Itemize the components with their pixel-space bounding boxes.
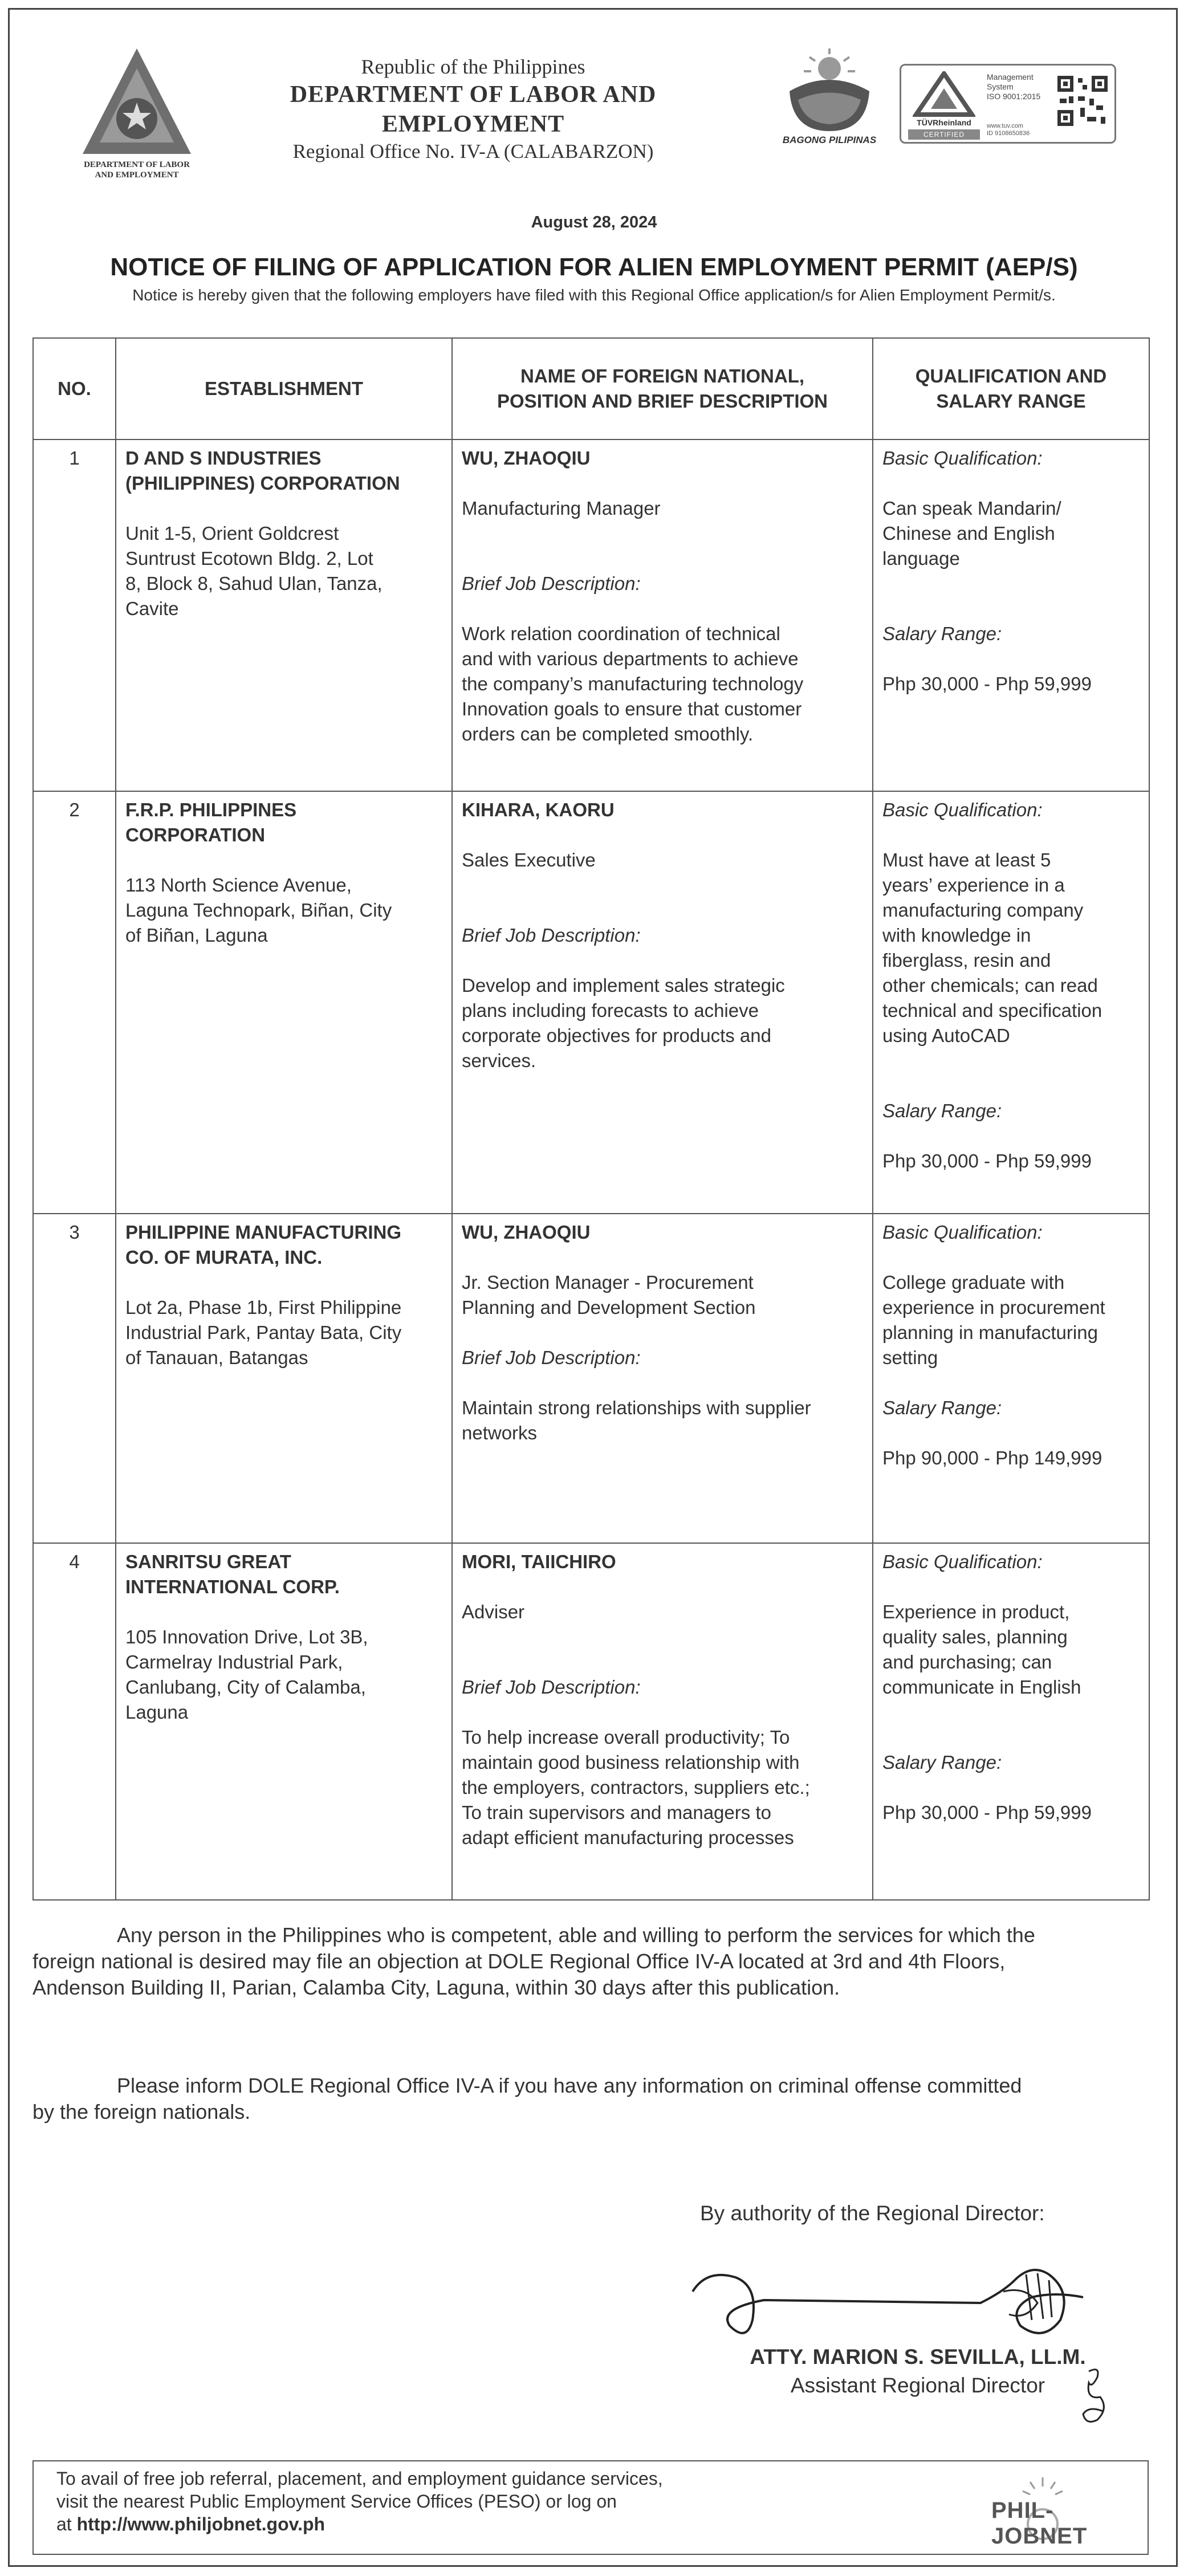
tuv-triangle-icon <box>913 71 975 117</box>
qualification-cell: Basic Qualification: Must have at least 5 years’ experience in a manufacturing company with knowledge in fiberglass, resin and other chemicals; can read technical and specification using AutoCAD Salary Range: Php 30,000 - Php 59,999 <box>873 791 1149 1214</box>
signatory-name: ATTY. MARION S. SEVILLA, LL.M. <box>750 2345 1086 2369</box>
notice-date: August 28, 2024 <box>531 213 657 231</box>
philjobnet-link[interactable]: http://www.philjobnet.gov.ph <box>76 2514 326 2534</box>
row-number: 1 <box>33 439 116 791</box>
table-row <box>33 1543 1149 1900</box>
republic-line: Republic of the Philippines <box>361 55 585 78</box>
regional-office: Regional Office No. IV-A (CALABARZON) <box>292 140 654 162</box>
establishment-cell: D AND S INDUSTRIES (PHILIPPINES) CORPORATION Unit 1-5, Orient Goldcrest Suntrust Ecotown Bldg. 2, Lot 8, Block 8, Sahud Ulan, Tanza, Cavite <box>116 439 452 791</box>
table-row <box>33 439 1149 791</box>
signatory-position: Assistant Regional Director <box>790 2374 1045 2397</box>
row-number: 3 <box>33 1214 116 1543</box>
footer-box: To avail of free job referral, placement, and employment guidance services, visit the nearest Public Employment Service Offices (PESO) or log on at http://www.philjobnet.gov.ph PHIL-JOBNET <box>32 2460 1149 2555</box>
dole-logo <box>80 46 194 177</box>
tuv-certification-badge: TÜVRheinland CERTIFIED Management System ISO 9001:2015 www.tuv.com ID 9108650836 <box>900 64 1116 144</box>
letterhead <box>205 54 741 164</box>
establishment-cell: F.R.P. PHILIPPINES CORPORATION 113 North Science Avenue, Laguna Technopark, Biñan, City of Biñan, Laguna <box>116 791 452 1214</box>
qualification-cell: Basic Qualification: College graduate with experience in procurement planning in manufacturing setting Salary Range: Php 90,000 - Php 149,999 <box>873 1214 1149 1543</box>
qualification-cell: Basic Qualification: Experience in product, quality sales, planning and purchasing; can communicate in English Salary Range: Php 30,000 - Php 59,999 <box>873 1543 1149 1900</box>
philjobnet-logo-text: PHIL-JOBNET <box>991 2498 1088 2549</box>
objection-paragraph: Any person in the Philippines who is competent, able and willing to perform the services for which the foreign national is desired may file an objection at DOLE Regional Office IV-A located at 3rd and 4th Floors, Andenson Building II, Parian, Calamba City, Laguna, within 30 days after this publication. <box>32 1923 1035 1999</box>
qr-code-icon <box>1055 74 1110 128</box>
aep-applications-table <box>32 337 1150 1901</box>
foreign-national-cell: MORI, TAIICHIRO Adviser Brief Job Description: To help increase overall productivity; To maintain good business relationship with the employers, contractors, suppliers etc.; To train supervisors and managers to adapt efficient manufacturing processes <box>452 1543 873 1900</box>
notice-title: NOTICE OF FILING OF APPLICATION FOR ALIEN EMPLOYMENT PERMIT (AEP/S) <box>110 253 1078 281</box>
foreign-national-cell: WU, ZHAOQIU Jr. Section Manager - Procurement Planning and Development Section Brief Job Description: Maintain strong relationships with supplier networks <box>452 1214 873 1543</box>
col-header-no: NO. <box>33 338 116 439</box>
col-header-foreign-national: NAME OF FOREIGN NATIONAL, POSITION AND BRIEF DESCRIPTION <box>452 338 873 439</box>
col-header-qualification: QUALIFICATION AND SALARY RANGE <box>873 338 1149 439</box>
col-header-establishment: ESTABLISHMENT <box>116 338 452 439</box>
notice-intro: Notice is hereby given that the following employers have filed with this Regional Office application/s for Alien Employment Permit/s. <box>132 286 1056 304</box>
foreign-national-cell: KIHARA, KAORU Sales Executive Brief Job Description: Develop and implement sales strategic plans including forecasts to achieve corporate objectives for products and services. <box>452 791 873 1214</box>
bagong-pilipinas-caption: BAGONG PILIPINAS <box>782 135 877 145</box>
table-header-row <box>33 338 1149 439</box>
initial-mark <box>1077 2366 1112 2428</box>
qualification-cell: Basic Qualification: Can speak Mandarin/ Chinese and English language Salary Range: Php 30,000 - Php 59,999 <box>873 439 1149 791</box>
inform-paragraph: Please inform DOLE Regional Office IV-A if you have any information on criminal offense committed by the foreign nationals. <box>32 2074 1022 2123</box>
table-row <box>33 1214 1149 1543</box>
dole-logo-caption: DEPARTMENT OF LABOR AND EMPLOYMENT <box>84 160 190 180</box>
table-row <box>33 791 1149 1214</box>
establishment-cell: SANRITSU GREAT INTERNATIONAL CORP. 105 Innovation Drive, Lot 3B, Carmelray Industrial Park, Canlubang, City of Calamba, Laguna <box>116 1543 452 1900</box>
foreign-national-cell: WU, ZHAOQIU Manufacturing Manager Brief Job Description: Work relation coordination of technical and with various departments to achieve the company’s manufacturing technology Innovation goals to ensure that customer orders can be completed smoothly. <box>452 439 873 791</box>
establishment-cell: PHILIPPINE MANUFACTURING CO. OF MURATA, INC. Lot 2a, Phase 1b, First Philippine Industrial Park, Pantay Bata, City of Tanauan, Batangas <box>116 1214 452 1543</box>
row-number: 4 <box>33 1543 116 1900</box>
department-name: DEPARTMENT OF LABOR AND EMPLOYMENT <box>290 82 657 137</box>
authority-line: By authority of the Regional Director: <box>700 2201 1045 2225</box>
row-number: 2 <box>33 791 116 1214</box>
